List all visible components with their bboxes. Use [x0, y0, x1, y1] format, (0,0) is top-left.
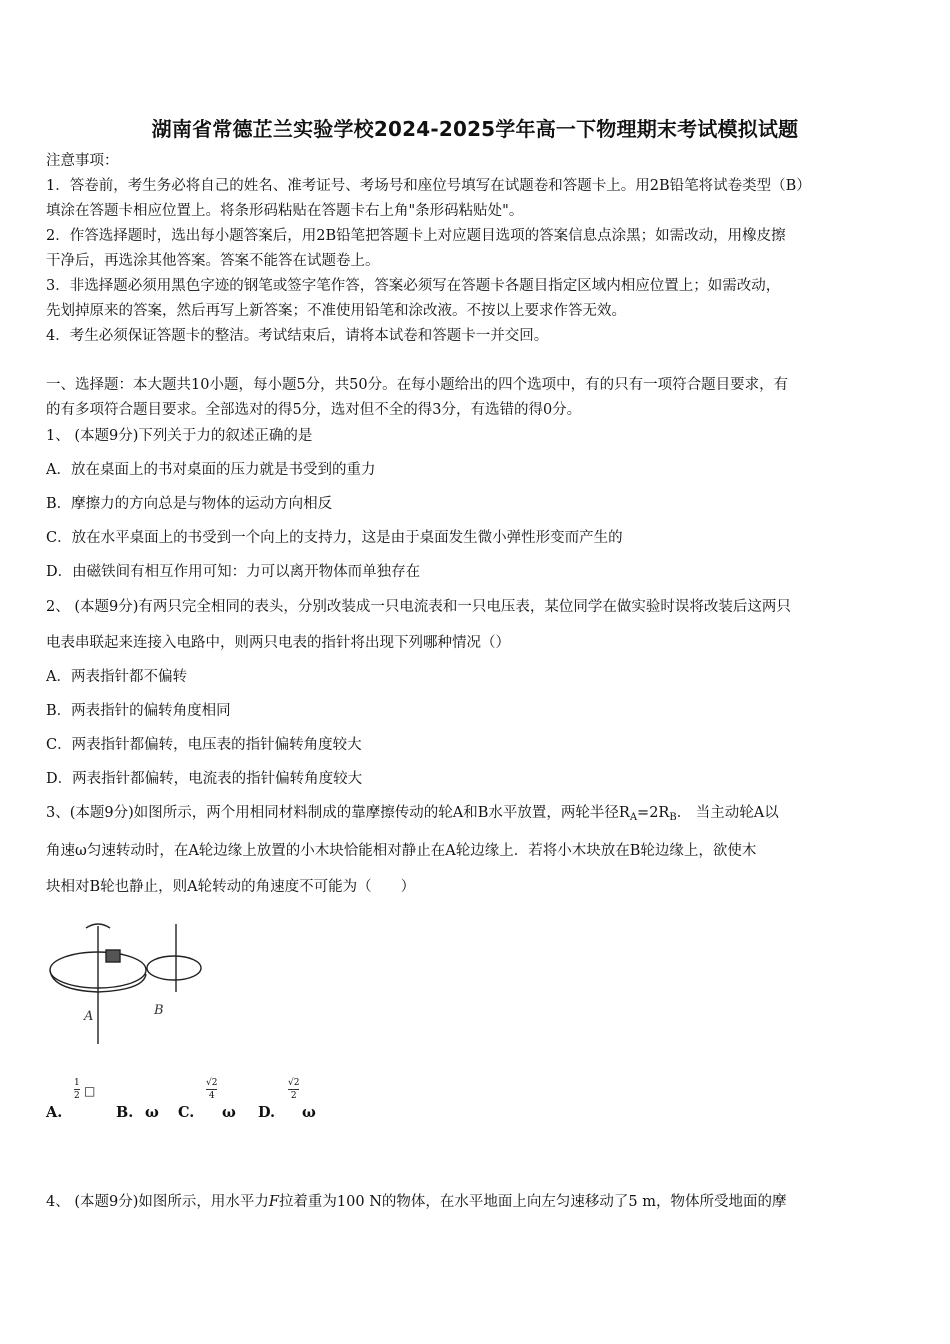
exam-title: 湖南省常德芷兰实验学校2024-2025学年高一下物理期末考试模拟试题 — [151, 117, 799, 141]
q3-option-b-label: B. — [116, 1104, 134, 1121]
q2-option-c: C．两表指针都偏转，电压表的指针偏转角度较大 — [46, 737, 362, 753]
q3-subscript-b: B — [669, 812, 677, 823]
fraction-root2-over-4 — [206, 1078, 217, 1101]
fraction-numerator: √2 — [206, 1078, 218, 1088]
q3-option-c-omega: ω — [222, 1104, 236, 1121]
q3-stem-text: 3、(本题9分)如图所示，两个用相同材料制成的靠摩擦传动的轮A和B水平放置，两轮半径R — [46, 805, 630, 821]
q2-stem: 2、 (本题9分)有两只完全相同的表头，分别改装成一只电流表和一只电压表，某位同学在做实验时误将改装后这两只 — [46, 599, 791, 615]
fraction-numerator: 1 — [74, 1078, 80, 1088]
notice-line: 4．考生必须保证答题卡的整洁。考试结束后，请将本试卷和答题卡一并交回。 — [46, 328, 549, 344]
q4-stem-text: 4、 (本题9分)如图所示，用水平力 — [46, 1194, 269, 1210]
q3-option-c-label: C. — [178, 1104, 195, 1121]
fraction-denominator: 4 — [208, 1091, 215, 1101]
notice-line: 2．作答选择题时，选出每小题答案后，用2B铅笔把答题卡上对应题目选项的答案信息点涂黑；如需改动，用橡皮擦 — [46, 228, 786, 244]
q3-stem: 角速ω匀速转动时，在A轮边缘上放置的小木块恰能相对静止在A轮边缘上．若将小木块放在B轮边缘上，欲使木 — [46, 843, 757, 859]
notice-line: 1．答卷前，考生务必将自己的姓名、准考证号、考场号和座位号填写在试题卷和答题卡上。用2B铅笔将试卷类型（B） — [46, 178, 811, 194]
q3-option-d-label: D. — [258, 1104, 276, 1121]
missing-symbol: □ — [84, 1084, 96, 1098]
wooden-block — [106, 950, 120, 962]
label-b: B — [154, 1003, 164, 1018]
q1-option-a: A．放在桌面上的书对桌面的压力就是书受到的重力 — [46, 462, 376, 478]
q3-stem — [46, 804, 906, 827]
q3-stem: 块相对B轮也静止，则A轮转动的角速度不可能为（ ） — [46, 879, 416, 895]
q2-option-d: D．两表指针都偏转，电流表的指针偏转角度较大 — [46, 771, 363, 787]
section-intro: 的有多项符合题目要求。全部选对的得5分，选对但不全的得3分，有选错的得0分。 — [46, 402, 582, 418]
notice-line: 3．非选择题必须用黑色字迹的钢笔或签字笔作答，答案必须写在答题卡各题目指定区域内相应位置上；如需改动， — [46, 278, 781, 294]
q3-stem-tail: ． 当主动轮A以 — [676, 805, 779, 821]
wheel-b — [147, 956, 201, 980]
notice-line: 干净后，再选涂其他答案。答案不能答在试题卷上。 — [46, 253, 380, 269]
force-symbol: F — [268, 1194, 279, 1210]
q1-option-b: B．摩擦力的方向总是与物体的运动方向相反 — [46, 496, 333, 512]
fraction-denominator: 2 — [290, 1091, 297, 1101]
notice-heading: 注意事项： — [46, 153, 119, 169]
fraction-root2-over-2 — [288, 1078, 299, 1101]
section-intro: 一、选择题：本大题共10小题，每小题5分，共50分。在每小题给出的四个选项中，有的只有一项符合题目要求，有 — [46, 377, 789, 393]
q4-stem-tail: 拉着重为100 N的物体，在水平地面上向左匀速移动了5 m，物体所受地面的摩 — [278, 1194, 787, 1210]
fraction-one-half — [74, 1078, 80, 1101]
fraction-numerator: √2 — [288, 1078, 300, 1088]
q1-option-d: D．由磁铁间有相互作用可知：力可以离开物体而单独存在 — [46, 564, 421, 580]
q3-stem-mid: =2R — [637, 805, 670, 821]
q1-option-c: C．放在水平桌面上的书受到一个向上的支持力，这是由于桌面发生微小弹性形变而产生的 — [46, 530, 623, 546]
notice-line: 先划掉原来的答案，然后再写上新答案；不准使用铅笔和涂改液。不按以上要求作答无效。 — [46, 303, 626, 319]
label-a: A — [84, 1009, 94, 1024]
q3-option-b-value: ω — [145, 1104, 159, 1121]
q3-options — [46, 1078, 466, 1124]
q2-option-a: A．两表指针都不偏转 — [46, 669, 187, 685]
q3-subscript-a: A — [629, 812, 638, 823]
friction-wheels-diagram — [46, 918, 216, 1048]
q3-option-d-omega: ω — [302, 1104, 316, 1121]
q1-stem: 1、 (本题9分)下列关于力的叙述正确的是 — [46, 428, 313, 444]
notice-line: 填涂在答题卡相应位置上。将条形码粘贴在答题卡右上角"条形码粘贴处"。 — [46, 203, 524, 219]
q4-stem — [46, 1193, 906, 1211]
q2-option-b: B．两表指针的偏转角度相同 — [46, 703, 231, 719]
q3-option-a-label: A. — [46, 1104, 63, 1121]
q2-stem: 电表串联起来连接入电路中，则两只电表的指针将出现下列哪种情况（） — [46, 635, 510, 651]
fraction-denominator: 2 — [74, 1091, 80, 1101]
